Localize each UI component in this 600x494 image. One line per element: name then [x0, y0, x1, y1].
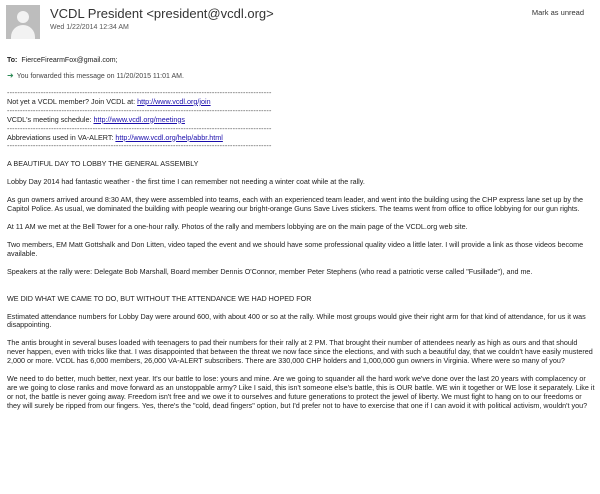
- join-text: Not yet a VCDL member? Join VCDL at:: [7, 96, 138, 106]
- section-heading: A BEAUTIFUL DAY TO LOBBY THE GENERAL ASSEMBLY: [7, 159, 199, 169]
- meetings-line: [7, 116, 595, 125]
- forwarded-notice: [7, 71, 184, 80]
- paragraph: Two members, EM Matt Gottshalk and Don Litten, video taped the event and we should have some professional quality video a little later. I will provide a link as those videos become available.: [7, 239, 584, 258]
- message-body: [7, 89, 595, 411]
- paragraph: As gun owners arrived around 8:30 AM, they were assembled into teams, each with an experienced team leader, and went into the building using the CHP express lane set up by the Capitol Police. As usual, we dominated the building with people wearing our bright-orange Guns Save Lives stickers. The teams went from office to office lobbying for our gun rights.: [7, 195, 584, 214]
- separator-line: ------------------------------------------------------------------------------------------------------: [7, 106, 272, 115]
- paragraph: Lobby Day 2014 had fantastic weather - the first time I can remember not needing a winter coat while at the rally.: [7, 177, 365, 187]
- paragraph: Estimated attendance numbers for Lobby Day were around 600, with about 400 or so at the rally. While most groups would give their right arm for that kind of attendance, for us it was disappointing.: [7, 311, 586, 330]
- abbreviations-line: [7, 134, 595, 143]
- meetings-link[interactable]: http://www.vcdl.org/meetings: [93, 114, 185, 124]
- forward-arrow-icon: ➜: [7, 71, 14, 80]
- paragraph: Speakers at the rally were: Delegate Bob Marshall, Board member Dennis O'Connor, member Peter Stephens (who read a patriotic verse called "Fusillade"), and me.: [7, 266, 533, 276]
- separator-line: ------------------------------------------------------------------------------------------------------: [7, 124, 272, 133]
- sent-date: Wed 1/22/2014 12:34 AM: [50, 24, 129, 31]
- paragraph: The antis brought in several buses loaded with teenagers to pad their numbers for their rally at 2 PM. That brought their number of attendees nearly as high as ours and that should never happen, even with tricks like that. I was disappointed that between the threat we now face since the elections, and with such a beautiful day, that we couldn't have easily mustered 2,000 or more. VCDL has 6,000 members, 26,000 VA-ALERT subscribers. There are 330,000 CHP holders and 1,000,000 gun owners in Virginia. Where were so many of you?: [7, 338, 593, 366]
- abbreviations-link[interactable]: http://www.vcdl.org/help/abbr.html: [115, 132, 223, 142]
- message-header: [0, 0, 600, 56]
- separator-line: ------------------------------------------------------------------------------------------------------: [7, 142, 272, 151]
- join-line: [7, 98, 595, 107]
- to-label: To:: [7, 57, 18, 64]
- mark-as-unread-button[interactable]: Mark as unread: [531, 8, 584, 17]
- to-line: [7, 57, 118, 64]
- paragraph: We need to do better, much better, next year. It's our battle to lose: yours and mine. Are we going to squander all the hard work we've done over the last 20 years with complacency or are we going to close ranks and move forward as an unstoppable army? Like I said, this isn't someone else's battle, this is OUR battle. WE win it together or WE lose it separately. Like it or not, the battle is never going away. Freedom isn't free and we owe it to ourselves and future generations to protect the jewel of liberty. We must fight to hang on to our freedoms or they will surely be ripped from our fingers. Yes, there's the "cold, dead fingers" option, but I'd prefer not to have to exercise that one if I can avoid it with political activism, wouldn't you?: [7, 374, 595, 410]
- paragraph: At 11 AM we met at the Bell Tower for a one-hour rally. Photos of the rally and members lobbying are on the main page of the VCDL.org web site.: [7, 221, 468, 231]
- to-recipient[interactable]: FierceFirearmFox@gmail.com;: [21, 57, 118, 64]
- abbreviations-text: Abbreviations used in VA-ALERT:: [7, 132, 116, 142]
- meetings-text: VCDL's meeting schedule:: [7, 114, 94, 124]
- forwarded-notice-text: You forwarded this message on 11/20/2015 11:01 AM.: [16, 73, 184, 80]
- avatar-body-shape: [11, 25, 35, 39]
- sender-name[interactable]: VCDL President <president@vcdl.org>: [50, 6, 274, 21]
- separator-line: ------------------------------------------------------------------------------------------------------: [7, 89, 272, 97]
- join-link[interactable]: http://www.vcdl.org/join: [137, 96, 211, 106]
- sender-avatar: [6, 5, 40, 39]
- section-heading: WE DID WHAT WE CAME TO DO, BUT WITHOUT THE ATTENDANCE WE HAD HOPED FOR: [7, 293, 312, 303]
- avatar-head-shape: [17, 11, 29, 23]
